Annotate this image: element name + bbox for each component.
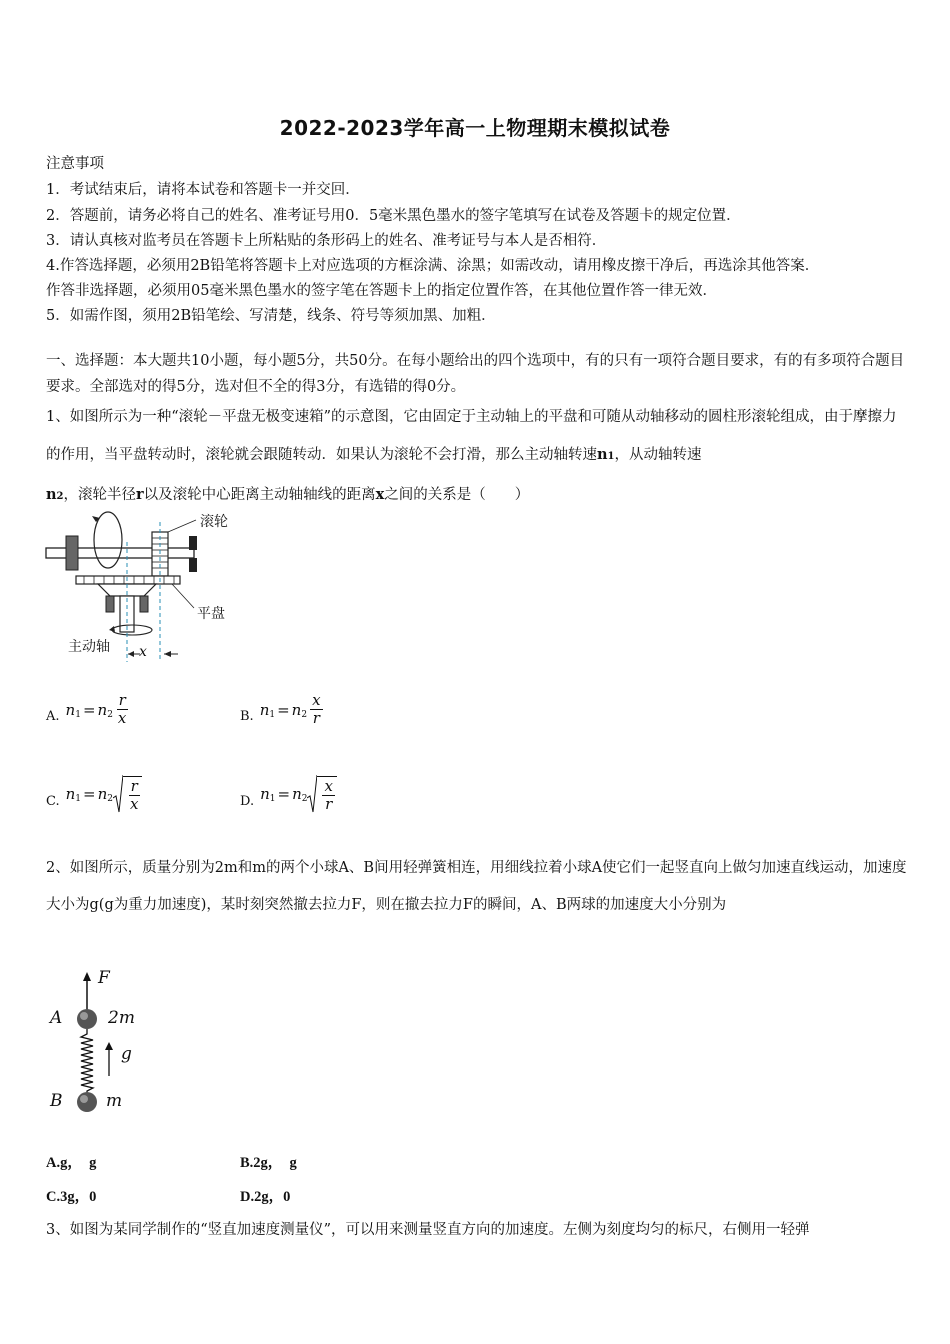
q2-option-a[interactable]: A.g， g (46, 1155, 97, 1171)
fig1-label-axis: 主动轴 (68, 639, 110, 655)
ball-b-highlight (80, 1095, 88, 1103)
ball-b (77, 1092, 97, 1112)
shaft-block-left (66, 536, 78, 570)
x-arrowhead-left-icon (128, 651, 134, 657)
fig2-label-A: A (50, 1008, 63, 1028)
sqrt-sign-icon (113, 774, 123, 814)
fig2-label-g: g (121, 1044, 132, 1064)
spring (81, 1029, 93, 1094)
rotation-arrow-icon (92, 516, 100, 522)
fig1-label-plate: 平盘 (197, 606, 225, 622)
q3-text: 3、如图为某同学制作的“竖直加速度测量仪”，可以用来测量竖直方向的加速度。左侧为刻度均匀的标尺，右侧用一轻弹 (46, 1222, 810, 1238)
ball-a (77, 1009, 97, 1029)
notice-item-4b: 作答非选择题，必须用05毫米黑色墨水的签字笔在答题卡上的指定位置作答，在其他位置作答一律无效． (46, 283, 717, 299)
notice-item-3: 3．请认真核对监考员在答题卡上所粘贴的条形码上的姓名、准考证号与本人是否相符． (46, 233, 607, 249)
q1-option-c[interactable]: C. n 1 = n 2 $\frac{r}{x}$ (46, 774, 142, 814)
notice-item-4: 4.作答选择题，必须用2B铅笔将答题卡上对应选项的方框涂满、涂黑；如需改动，请用橡皮擦干净后，再选涂其他答案． (46, 258, 820, 274)
fig1-label-roller: 滚轮 (200, 514, 228, 530)
notice-item-5: 5．如需作图，须用2B铅笔绘、写清楚，线条、符号等须加黑、加粗． (46, 308, 496, 324)
hub-block-left (106, 596, 114, 612)
fig2-label-F: F (98, 968, 110, 988)
notice-item-2: 2．答题前，请务必将自己的姓名、准考证号用0．5毫米黑色墨水的签字笔填写在试卷及答题卡的规定位置． (46, 208, 741, 224)
shaft-stop-bottom (189, 558, 197, 572)
q1-text: 1、如图所示为一种“滚轮－平盘无极变速箱”的示意图，它由固定于主动轴上的平盘和可随从动轴移动的圆柱形滚轮组成，由于摩擦力的作用，当平盘转动时，滚轮就会跟随转动．如果认为滚轮不会打滑，那么主动轴转速n1，从动轴转速 n2，滚轮半径r以及滚轮中心距离主动轴轴线的距离x之间的关系是（ ） (46, 409, 897, 503)
leader-roller (168, 520, 196, 532)
notice-heading: 注意事项 (46, 156, 104, 172)
fig2-label-B: B (50, 1091, 63, 1111)
force-arrow-icon (83, 972, 91, 981)
q1-option-d[interactable]: D. n 1 = n 2 $\frac{x}{r}$ (240, 774, 337, 814)
q2-option-b[interactable]: B.2g， g (240, 1155, 297, 1171)
x-arrowhead-right-icon (164, 651, 171, 657)
q2-option-d[interactable]: D.2g，0 (240, 1189, 291, 1205)
notice-item-1: 1．考试结束后，请将本试卷和答题卡一并交回． (46, 182, 360, 198)
ball-a-highlight (80, 1012, 88, 1020)
fig2-label-2m: 2m (108, 1008, 135, 1028)
q2-text: 2、如图所示，质量分别为2m和m的两个小球A、B间用轻弹簧相连，用细线拉着小球A使它们一起竖直向上做匀加速直线运动，加速度大小为g(g为重力加速度)，某时刻突然撤去拉力F，则在撤去拉力F的瞬间，A、B两球的加速度大小分别为 (46, 860, 907, 913)
sqrt-sign-icon (307, 774, 317, 814)
shaft-stop-top (189, 536, 197, 550)
q1-option-b[interactable]: B. n 1 = n 2 $\frac{x}{r}$ (240, 691, 321, 727)
page-title: 2022-2023学年高一上物理期末模拟试卷 (279, 116, 671, 140)
hub-block-right (140, 596, 148, 612)
accel-arrow-icon (105, 1042, 113, 1050)
section1-intro: 一、选择题：本大题共10小题，每小题5分，共50分。在每小题给出的四个选项中，有的只有一项符合题目要求，有的有多项符合题目要求。全部选对的得5分，选对但不全的得3分，有选错的得0分。 (46, 353, 905, 395)
q1-option-a[interactable]: A. n 1 = n 2 $\frac{r}{x}$ (46, 691, 127, 727)
q2-option-c[interactable]: C.3g，0 (46, 1189, 97, 1205)
leader-plate (172, 584, 194, 608)
fig2-label-m: m (106, 1091, 123, 1111)
rotation-ellipse (94, 512, 122, 568)
fig1-label-x: x (139, 644, 147, 660)
